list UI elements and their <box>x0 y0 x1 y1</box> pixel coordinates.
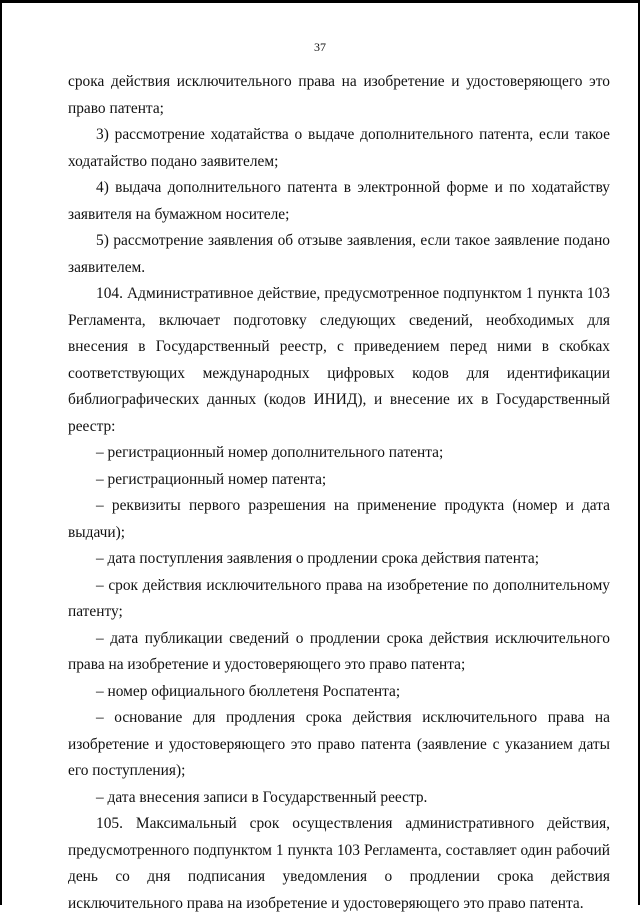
list-item: – дата внесения записи в Государственный реестр. <box>96 788 428 806</box>
paragraph-continuation: срока действия исключительного права на изобретение и удостоверяющего это право патента; <box>68 73 610 117</box>
scan-border-left <box>0 0 2 905</box>
list-item: – дата публикации сведений о продлении срока действия исключительного права на изобретение и удостоверяющего это право патента; <box>68 629 610 673</box>
list-item: – реквизиты первого разрешения на применение продукта (номер и дата выдачи); <box>68 497 610 541</box>
list-item: – регистрационный номер дополнительного патента; <box>96 444 444 461</box>
list-item: – основание для продления срока действия исключительного права на изобретение и удостоверяющего это право патента (заявление с указанием даты его поступления); <box>68 709 610 779</box>
paragraph-104: 104. Административное действие, предусмотренное подпунктом 1 пункта 103 Регламента, включает подготовку следующих сведений, необходимых для внесения в Государственный реестр, с приведением перед ними в скобках соответствующих международных цифровых кодов для идентификации библиографических данных (кодов ИНИД), и внесение их в Государственный реестр: <box>68 285 610 435</box>
list-item: – номер официального бюллетеня Роспатента; <box>96 682 401 700</box>
list-item: – срок действия исключительного права на изобретение по дополнительному патенту; <box>68 576 610 620</box>
page-number: 37 <box>314 40 326 54</box>
scan-border-top <box>0 0 640 3</box>
paragraph-105: 105. Максимальный срок осуществления административного действия, предусмотренного подпунктом 1 пункта 103 Регламента, составляет один рабочий день со дня подписания уведомления о продлении срока действия исключительного права на изобретение и удостоверяющего это право патента. <box>68 815 610 912</box>
list-item: – дата поступления заявления о продлении срока действия патента; <box>96 550 540 567</box>
paragraph-item-4: 4) выдача дополнительного патента в электронной форме и по ходатайству заявителя на бумажном носителе; <box>68 179 610 223</box>
list-item: – регистрационный номер патента; <box>96 470 327 488</box>
paragraph-item-5: 5) рассмотрение заявления об отзыве заявления, если такое заявление подано заявителем. <box>68 232 610 276</box>
document-body <box>68 69 610 917</box>
paragraph-item-3: 3) рассмотрение ходатайства о выдаче дополнительного патента, если такое ходатайство подано заявителем; <box>68 126 610 170</box>
